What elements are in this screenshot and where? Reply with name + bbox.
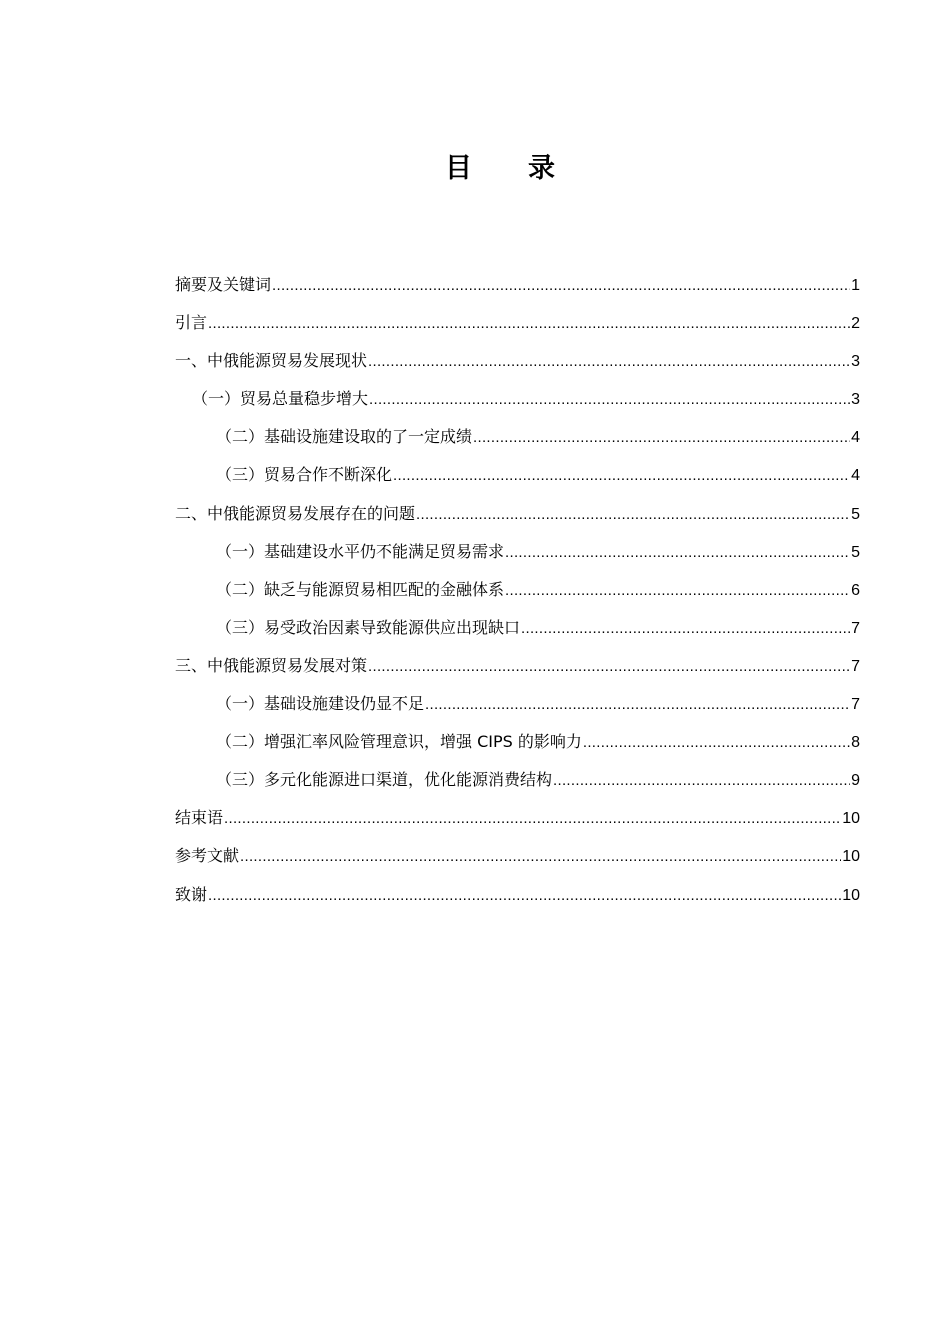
toc-dot-leader (505, 534, 850, 572)
toc-entry-label: 参考文献 (175, 846, 240, 866)
toc-entry-page-number: 9 (851, 772, 860, 790)
toc-entry-page-number: 5 (851, 543, 860, 561)
toc-dot-leader (583, 724, 850, 762)
toc-entry-page-number: 4 (851, 429, 860, 447)
toc-entry-page-number: 1 (851, 277, 860, 294)
toc-entry[interactable] (175, 342, 860, 380)
toc-dot-leader (425, 686, 850, 724)
toc-entry-label: （三）易受政治因素导致能源供应出现缺口 (216, 617, 521, 637)
toc-entry-label: 摘要及关键词 (175, 275, 272, 294)
toc-dot-leader (505, 572, 850, 610)
toc-entry-label: 引言 (175, 313, 208, 333)
toc-dot-leader (473, 419, 850, 457)
page-title (0, 146, 950, 185)
toc-entry[interactable] (175, 456, 860, 494)
toc-entry-label: 二、中俄能源贸易发展存在的问题 (175, 503, 416, 523)
page-title-char-2: 录 (528, 153, 555, 184)
table-of-contents (175, 266, 860, 914)
toc-entry-label: 结束语 (175, 808, 224, 828)
toc-entry-label: （二）缺乏与能源贸易相匹配的金融体系 (216, 579, 505, 599)
toc-entry[interactable] (175, 761, 860, 799)
toc-entry[interactable] (175, 266, 860, 304)
toc-entry-label: （一）基础建设水平仍不能满足贸易需求 (216, 541, 505, 561)
toc-dot-leader (240, 838, 841, 876)
toc-entry-page-number: 10 (842, 886, 860, 904)
toc-entry[interactable] (175, 685, 860, 723)
toc-dot-leader (553, 762, 850, 800)
toc-dot-leader (208, 877, 841, 915)
toc-entry-page-number: 4 (851, 467, 860, 485)
toc-entry-page-number: 10 (842, 810, 860, 828)
toc-entry[interactable] (175, 837, 860, 875)
toc-entry-page-number: 7 (851, 657, 860, 675)
toc-entry[interactable] (175, 647, 860, 685)
toc-entry-label: （一）基础设施建设仍显不足 (216, 694, 425, 714)
toc-entry[interactable] (175, 571, 860, 609)
toc-dot-leader (368, 343, 850, 381)
toc-entry-page-number: 10 (842, 848, 860, 866)
toc-entry-label: （一）贸易总量稳步增大 (192, 389, 369, 409)
toc-entry[interactable] (175, 876, 860, 914)
toc-dot-leader (369, 381, 850, 419)
toc-entry[interactable] (175, 380, 860, 418)
toc-entry-page-number: 2 (851, 315, 860, 333)
toc-dot-leader (368, 648, 850, 686)
toc-dot-leader (224, 800, 841, 838)
toc-entry-label: 致谢 (175, 884, 208, 904)
toc-entry[interactable] (175, 609, 860, 647)
toc-dot-leader (521, 610, 850, 648)
toc-entry-page-number: 6 (851, 581, 860, 599)
toc-entry-page-number: 5 (851, 505, 860, 523)
toc-dot-leader (272, 267, 850, 305)
toc-entry[interactable] (175, 418, 860, 456)
toc-entry-page-number: 3 (851, 391, 860, 409)
toc-dot-leader (416, 496, 850, 534)
toc-entry-label: （三）贸易合作不断深化 (216, 465, 393, 485)
toc-entry[interactable] (175, 304, 860, 342)
page-title-char-1: 目 (445, 153, 472, 184)
toc-entry[interactable] (175, 723, 860, 761)
toc-entry-label: （二）基础设施建设取的了一定成绩 (216, 427, 473, 447)
toc-entry[interactable] (175, 533, 860, 571)
toc-entry-page-number: 3 (851, 353, 860, 371)
toc-dot-leader (208, 305, 850, 343)
toc-entry-label: （二）增强汇率风险管理意识，增强 CIPS 的影响力 (216, 732, 582, 752)
toc-entry[interactable] (175, 495, 860, 533)
toc-entry-page-number: 8 (851, 734, 860, 752)
toc-entry-page-number: 7 (851, 619, 860, 637)
toc-entry-label: 一、中俄能源贸易发展现状 (175, 351, 368, 371)
toc-entry[interactable] (175, 799, 860, 837)
toc-dot-leader (393, 457, 850, 495)
toc-entry-label: 三、中俄能源贸易发展对策 (175, 655, 368, 675)
toc-entry-page-number: 7 (851, 696, 860, 714)
toc-entry-label: （三）多元化能源进口渠道，优化能源消费结构 (216, 770, 553, 790)
